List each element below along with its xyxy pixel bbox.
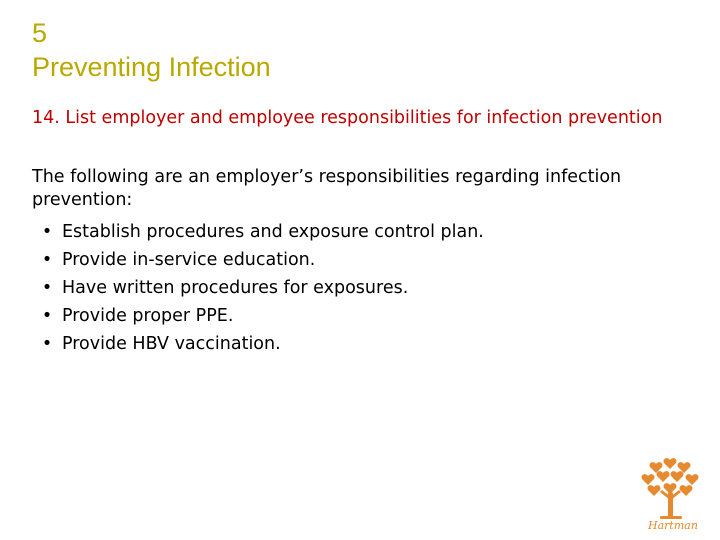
- list-item-text: Have written procedures for exposures.: [62, 278, 409, 298]
- list-item-text: Establish procedures and exposure control plan.: [62, 222, 484, 242]
- list-item: [32, 246, 672, 274]
- learning-objective: 14. List employer and employee responsibilities for infection prevention: [32, 108, 663, 128]
- bullet-icon: •: [41, 278, 53, 298]
- responsibility-list: [32, 218, 672, 358]
- list-item: [32, 302, 672, 330]
- chapter-heading: [32, 16, 271, 84]
- list-item-text: Provide proper PPE.: [62, 306, 234, 326]
- list-item: [32, 330, 672, 358]
- list-item: [32, 274, 672, 302]
- bullet-icon: •: [41, 334, 53, 354]
- list-item-text: Provide HBV vaccination.: [62, 334, 281, 354]
- chapter-title: Preventing Infection: [32, 52, 271, 82]
- bullet-icon: •: [41, 306, 53, 326]
- bullet-icon: •: [41, 222, 53, 242]
- slide-body: [32, 166, 672, 358]
- intro-text: The following are an employer’s responsibilities regarding infection prevention:: [32, 167, 622, 210]
- list-item-text: Provide in-service education.: [62, 250, 316, 270]
- brand-logo-text: Hartman: [648, 519, 698, 532]
- chapter-number: 5: [32, 18, 48, 48]
- bullet-icon: •: [41, 250, 53, 270]
- list-item: [32, 218, 672, 246]
